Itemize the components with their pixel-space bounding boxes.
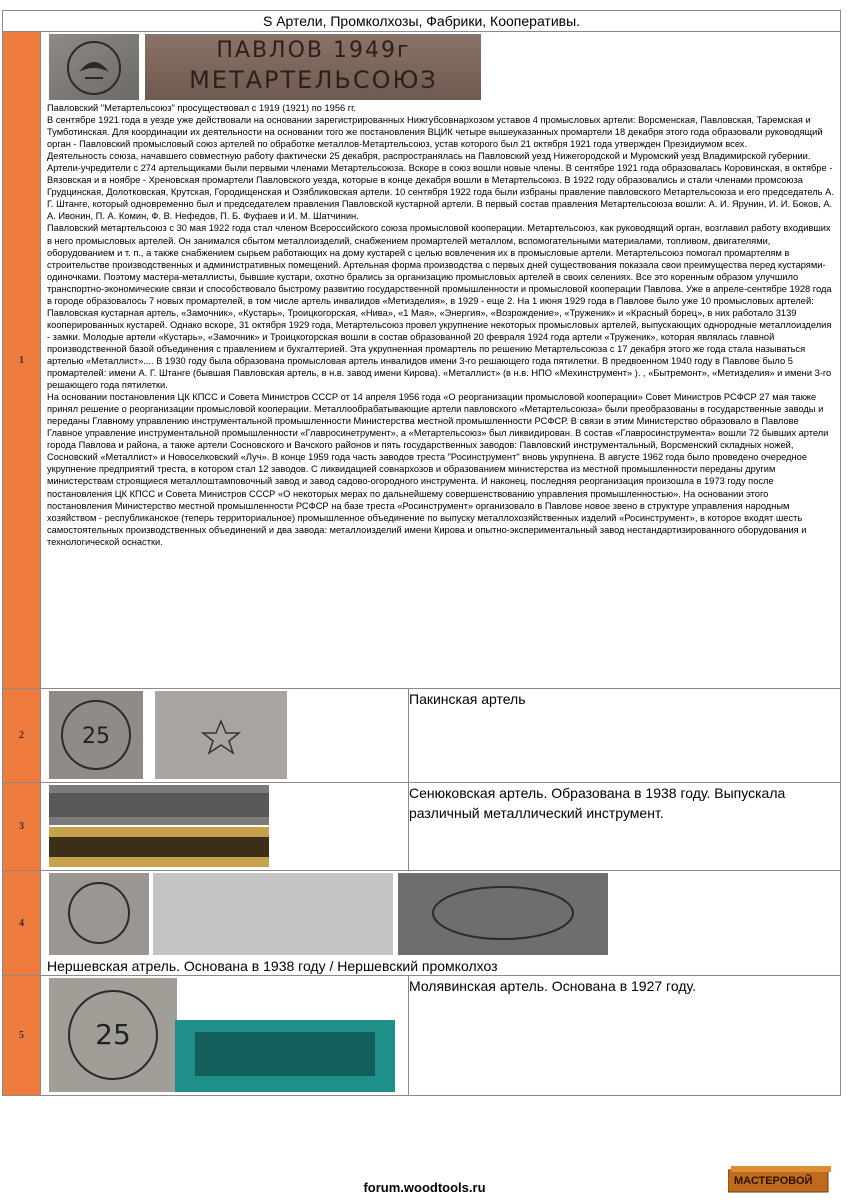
- row-1-photos: [41, 32, 840, 102]
- stamp-label: МЕТАРТЕЛЬСОЮЗ: [189, 66, 438, 94]
- paragraph: В сентябре 1921 года в уезде уже действовали на основании зарегистрированных Нижгубсовнархозом уставов 4 промысловых артели: Ворсменская, Павловская, Таремская и Тумботинская. Для координации их деятельности на основании того же постановления ВЦИК четыре вышеуказанных промартели 18 декабря этого года образовали руководящий орган - Павловский промысловый союз артелей по обработке металлов-Метартельсоюз, устав которого был 21 октября 1921 года утвержден Президиумом всех.: [47, 115, 823, 150]
- paragraph: Павловский "Метартельсоюз" просуществовал с 1919 (1921) по 1956 гг.: [47, 103, 356, 113]
- stamp-photo: [155, 691, 287, 779]
- paragraph: Павловский метартельсоюз с 30 мая 1922 года стал членом Всероссийского союза промысловой кооперации. Метартельсоюз, как руководящий орган, возглавил работу входивших в него промысловых артелей. Он занимался сбытом металлоизделий, снабжением промартелей металлом, вспомогательными материалами, топливом, двигателями, оборудованием и т. п., а также снабжением сырьем работающих на дому кустарей с целью вовлечения их в промысловые артели. Метартельсоюз помогал промартелям в строительстве производственных и административных помещений. Артельная форма производства с первых дней существования показала свои преимущества перед кустарями-одиночками. Поэтому мастера-металлисты, бывшие кустари, охотно брались за организацию промысловых артелей в своих селениях. Все это коренным образом улучшило транспортно-экономические связи и способствовало быстрому развитию государственной промышленности и промысловой кооперации Павлова. Уже в апреле-сентябре 1928 года в городе образовалось 7 новых промартелей, в том числе артель инвалидов «Метизделия», в 1929 - еще 2. На 1 июня 1929 года в Павлове было уже 10 промысловых артелей: Павловская кустарная артель, «Замочник», «Кустарь», Троицкогорская, «Нива», «1 Мая», «Энергия», «Возрождение», «Труженик» и «Красный борец», в них работало 3139 кооперированных кустарей. Однако вскоре, 31 октября 1929 года, Метартельсоюз провел укрупнение некоторых промысловых артелей, выпускающих однородные металлоизделия - замки. Молодые артели «Кустарь», «Замочник» и Троицкогорская вошли в состав образованной 20 февраля 1924 года артели «Труженик», которая являлась главной производственной базой объединения с правлением и бухгалтерией. Эта укрупненная промартель по решению Метартельсоюза с 17 декабря этого же года стала называться артелью «Металлист».... В 1930 году была образована промысловая артель инвалидов имени 3-го решающего года пятилетки. В предвоенном 1940 году в Павлове было 5 промартелей: имени А. Г. Штанге (бывшая Павловская артель, в н.в. завод имени Кирова). «Металлист» (в н.в. НПО «Мехинструмент» ). , «Бытремонт», «Метизделия» и имени 3-го решающего года пятилетки.: [47, 223, 832, 391]
- stamp-photo: [49, 34, 139, 100]
- document-sheet: [2, 10, 840, 1096]
- row-3-photos: [41, 783, 409, 871]
- artel-description: Пакинская артель: [409, 689, 841, 783]
- stamp-photo: [49, 978, 177, 1092]
- stamp-photo: [145, 34, 481, 100]
- catalog-table: [2, 10, 841, 1096]
- row-1-content: [41, 32, 841, 689]
- row-number: 5: [3, 976, 41, 1096]
- paragraph: Деятельность союза, начавшего совместную работу фактически 25 декабря, распространялась на Павловский уезд Нижегородской и Муромский уезд Владимирской губернии. Артели-учредители с 274 артельщиками были первыми членами Метартельсоюза. Вскоре в союз вошли новые члены. В сентябре 1921 года образовалась Коровинская, в октябре - Вязовская и в ноябре - Хреновская промартели Павловского уезда, которые в конце декабря вошли в Метартельсоюз. В 1922 году образовались и стали членами промсоюза Грудцинская, Долотковская, Крутская, Городищенская и Озябликовская артели. 10 сентября 1922 года были избраны правление павловского Метартельсоюза и его председатель А. Г. Штанге, который одновременно был и председателем правления Павловской кустарной артели. В первый состав правления Метартельсоюза вошли: А. И. Ярунин, И. И. Боков, А. А. Ивонин, П. А. Комин, Ф. В. Нефедов, П. Б. Фуфаев и И. М. Шатчинин.: [47, 151, 834, 222]
- stamp-photo: [175, 1020, 395, 1092]
- svg-text:25: 25: [95, 1018, 131, 1051]
- row-number: 2: [3, 689, 41, 783]
- mastering-logo: [728, 1164, 834, 1194]
- svg-text:25: 25: [82, 724, 110, 749]
- history-text: [41, 102, 840, 548]
- row-2-photos: [41, 689, 409, 783]
- artel-description: Молявинская артель. Основана в 1927 году.: [409, 976, 841, 1096]
- stamp-photo: [49, 873, 149, 955]
- stamp-photo: [153, 873, 393, 955]
- row-number: 3: [3, 783, 41, 871]
- page-title: S Артели, Промколхозы, Фабрики, Кооперативы.: [3, 11, 841, 32]
- paragraph: На основании постановления ЦК КПСС и Совета Министров СССР от 14 апреля 1956 года «О реорганизации промысловой кооперации» Совет Министров РСФСР 27 мая также принял решение о реорганизации промысловой кооперации. Металлообрабатывающие артели павловского «Метартельсоюза» были преобразованы в государственные заводы и переданы Главному управлению инструментальной промышленности Министерства местной промышленности РСФСР. В связи в этим Министерство образовало в Павлове Главное управление инструментальной промышленности «Главросинетрумент», а «Метартельсоюз» был ликвидирован. В состав «Главросинструмента» вошли 72 бывших артели города Павлова и района, а также артели Сосновского и Вачского районов и пять государственных заводов: Павловский инструментальный, Ворсменский складных ножей, Сосновский «Металлист» и Новоселковский «Луч». В конце 1959 года часть заводов треста "Росинструмент" вновь укрупнена. В августе 1962 года было проведено очередное укрупнение предприятий треста, в котором стал 12 заводов. С ликвидацией совнархозов и образованием министерства из местной промышленности переданы другим министерствам строящиеся металлоштамповочный завод и завод садово-огородного инструмента. И наконец, последняя реорганизация произошла в 1973 году после постановления ЦК КПСС и Совета Министров СССР «О некоторых мерах по дальнейшему совершенствованию управления промышленностью». На основании этого постановления Министерство местной промышленности РСФСР на базе треста «Росинструмент» организовало в Павлове новое звено в структуре управления народным хозяйством - республиканское (теперь территориальное) промышленное объединение по выпуску металлохозяйственных изделий «Росинструмент», в которое входят шесть самостоятельных производственных объединений и два завода: металлоизделий имени Кирова и опытно-экспериментальный завод нестандартизированного оборудования и технологической оснастки.: [47, 392, 829, 547]
- stamp-label: ПАВЛОВ 1949г: [216, 38, 411, 63]
- artel-description: Сенюковская артель. Образована в 1938 году. Выпускала различный металлический инструмент.: [409, 783, 841, 871]
- logo-text: МАСТЕРОВОЙ: [734, 1175, 813, 1187]
- artel-caption: Нершевская атрель. Основана в 1938 году / Нершевский промколхоз: [47, 958, 498, 974]
- stamp-photo: [398, 873, 608, 955]
- row-number: 1: [3, 32, 41, 689]
- footer-site: forum.woodtools.ru: [363, 1180, 486, 1195]
- stamp-photo: [49, 691, 143, 779]
- stamp-photo: [49, 827, 269, 867]
- stamp-photo: [49, 785, 269, 825]
- row-5-photos: [41, 976, 409, 1096]
- row-number: 4: [3, 871, 41, 976]
- row-4-content: [41, 871, 841, 976]
